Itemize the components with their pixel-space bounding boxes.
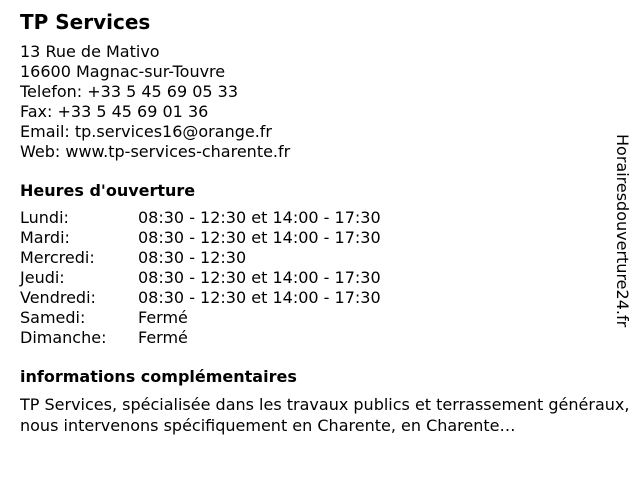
- day-hours: Fermé: [138, 308, 188, 327]
- hours-row-saturday: [20, 308, 381, 328]
- day-label: Jeudi:: [20, 268, 65, 287]
- fax-number: Fax: +33 5 45 69 01 36: [20, 102, 209, 121]
- day-label: Mardi:: [20, 228, 70, 247]
- day-hours: 08:30 - 12:30 et 14:00 - 17:30: [138, 268, 381, 287]
- day-label: Lundi:: [20, 208, 69, 227]
- day-hours: 08:30 - 12:30 et 14:00 - 17:30: [138, 228, 381, 247]
- opening-hours-heading: Heures d'ouverture: [20, 181, 196, 200]
- email-address: Email: tp.services16@orange.fr: [20, 122, 272, 141]
- day-hours: 08:30 - 12:30 et 14:00 - 17:30: [138, 288, 381, 307]
- hours-row-tuesday: [20, 228, 381, 248]
- hours-row-sunday: [20, 328, 381, 348]
- business-name: TP Services: [20, 10, 151, 34]
- day-label: Vendredi:: [20, 288, 96, 307]
- day-hours: Fermé: [138, 328, 188, 347]
- day-hours: 08:30 - 12:30: [138, 248, 247, 267]
- day-label: Samedi:: [20, 308, 86, 327]
- day-label: Mercredi:: [20, 248, 95, 267]
- hours-row-friday: [20, 288, 381, 308]
- day-hours: 08:30 - 12:30 et 14:00 - 17:30: [138, 208, 381, 227]
- extra-info-heading: informations complémentaires: [20, 367, 297, 386]
- hours-row-thursday: [20, 268, 381, 288]
- site-watermark: Horairesdouverture24.fr: [613, 134, 632, 328]
- opening-hours-table: [20, 208, 381, 348]
- website-url: Web: www.tp-services-charente.fr: [20, 142, 291, 161]
- address-street: 13 Rue de Mativo: [20, 42, 160, 61]
- phone-number: Telefon: +33 5 45 69 05 33: [20, 82, 239, 101]
- business-description: TP Services, spécialisée dans les travaux publics et terrassement généraux, nous intervenons spécifiquement en Charente, en Charente…: [20, 395, 630, 435]
- hours-row-wednesday: [20, 248, 381, 268]
- day-label: Dimanche:: [20, 328, 107, 347]
- address-city: 16600 Magnac-sur-Touvre: [20, 62, 226, 81]
- hours-row-monday: [20, 208, 381, 228]
